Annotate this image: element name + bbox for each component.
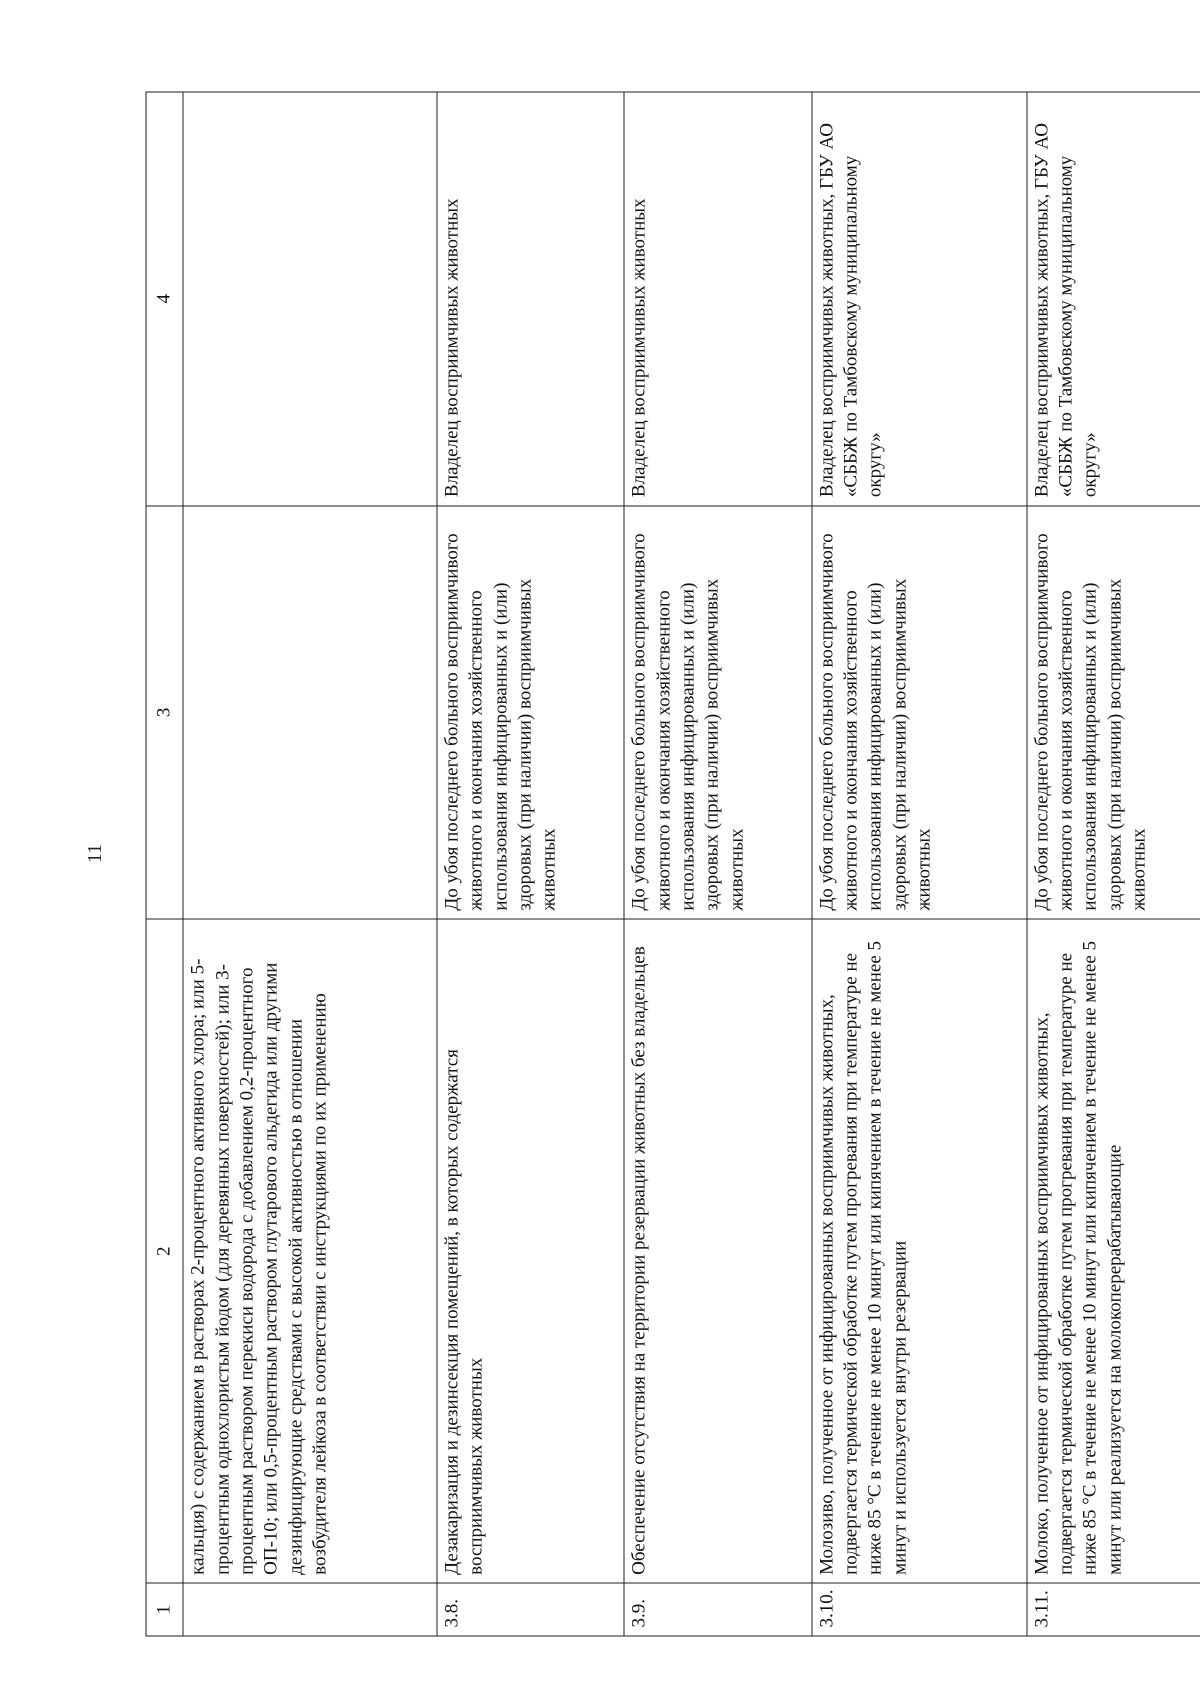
row-term: До убоя последнего больного восприимчивого животного и окончания хозяйственного использования инфицированных и (или) здоровых (при наличии) восприимчивых животных	[1027, 506, 1200, 920]
table-row	[183, 92, 437, 1636]
header-col-2: 2	[146, 919, 183, 1583]
row-term: До убоя последнего больного восприимчивого животного и окончания хозяйственного использования инфицированных и (или) здоровых (при наличии) восприимчивых животных	[437, 506, 624, 920]
page-number: 11	[84, 843, 107, 864]
measures-table	[146, 92, 1200, 1637]
measures-table-wrapper	[146, 92, 1200, 1637]
row-responsible: Владелец восприимчивых животных	[624, 92, 811, 506]
header-col-4: 4	[146, 92, 183, 506]
row-measure: кальция) с содержанием в растворах 2-процентного активного хлора; или 5-процентным однохлористым йодом (для деревянных поверхностей); или 3-процентным раствором перекиси водорода с добавлением 0,2-процентного ОП-10; или 0,5-процентным раствором глутарового альдегида или другими дезинфицирующие средствами с высокой активностью в отношении возбудителя лейкоза в соответствии с инструкциями по их применению	[183, 919, 437, 1583]
row-measure: Молоко, полученное от инфицированных восприимчивых животных, подвергается термической обработке путем прогревания при температуре не ниже 85 °С в течение не менее 10 минут или кипячением в течение не менее 5 минут или реализуется на молокоперерабатывающие	[1027, 919, 1200, 1583]
row-term	[183, 506, 437, 920]
row-number: 3.11.	[1027, 1583, 1200, 1636]
header-row	[146, 92, 183, 1636]
row-number: 3.8.	[437, 1583, 624, 1636]
row-responsible: Владелец восприимчивых животных, ГБУ АО «СББЖ по Тамбовскому муниципальному округу»	[812, 92, 1027, 506]
table-row	[624, 92, 811, 1636]
row-term: До убоя последнего больного восприимчивого животного и окончания хозяйственного использования инфицированных и (или) здоровых (при наличии) восприимчивых животных	[812, 506, 1027, 920]
row-measure: Молозиво, полученное от инфицированных восприимчивых животных, подвергается термической обработке путем прогревания при температуре не ниже 85 °С в течение не менее 10 минут или кипячением в течение не менее 5 минут и используется внутри резервации	[812, 919, 1027, 1583]
row-number: 3.10.	[812, 1583, 1027, 1636]
row-measure: Дезакаризация и дезинсекция помещений, в которых содержатся восприимчивых животных	[437, 919, 624, 1583]
row-responsible: Владелец восприимчивых животных, ГБУ АО «СББЖ по Тамбовскому муниципальному округу»	[1027, 92, 1200, 506]
row-responsible: Владелец восприимчивых животных	[437, 92, 624, 506]
table-row	[1027, 92, 1200, 1636]
header-col-1: 1	[146, 1583, 183, 1636]
table-row	[812, 92, 1027, 1636]
row-measure: Обеспечение отсутствия на территории резервации животных без владельцев	[624, 919, 811, 1583]
row-responsible	[183, 92, 437, 506]
table-row	[437, 92, 624, 1636]
header-col-3: 3	[146, 506, 183, 920]
row-number: 3.9.	[624, 1583, 811, 1636]
row-term: До убоя последнего больного восприимчивого животного и окончания хозяйственного использования инфицированных и (или) здоровых (при наличии) восприимчивых животных	[624, 506, 811, 920]
row-number	[183, 1583, 437, 1636]
